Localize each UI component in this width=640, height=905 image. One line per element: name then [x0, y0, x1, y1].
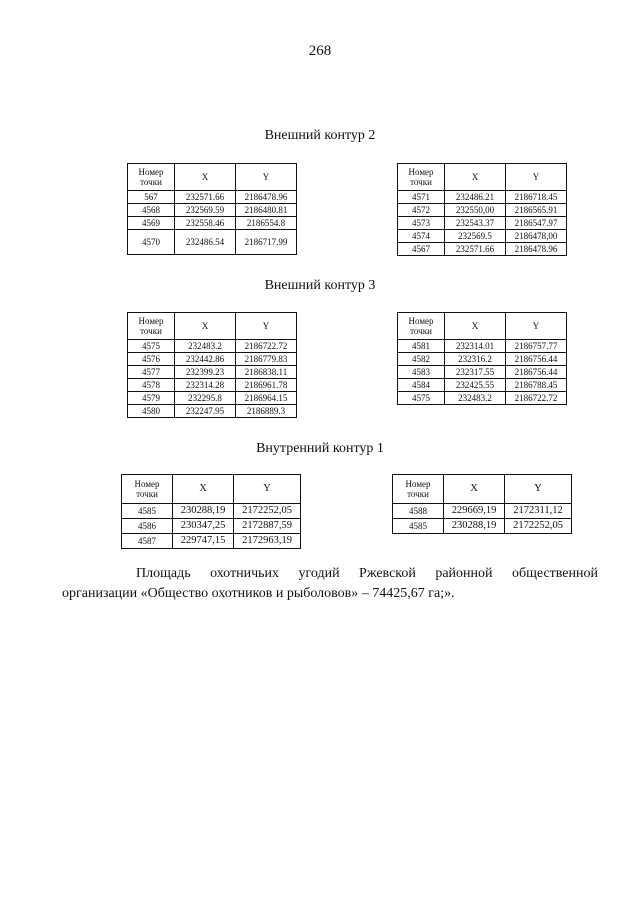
table-cell: 229669,19: [444, 504, 505, 519]
table-header-row: [128, 313, 297, 340]
table-cell: 232569.59: [175, 204, 236, 217]
column-header: X: [175, 164, 236, 191]
table-cell: 2186480.81: [236, 204, 297, 217]
column-header: Номер точки: [122, 475, 173, 504]
table-row: [128, 353, 297, 366]
page-number: 268: [308, 43, 332, 59]
table-cell: 232442.86: [175, 353, 236, 366]
table-cell: 2186718.45: [506, 191, 567, 204]
table-row: [128, 405, 297, 418]
table-cell: 4573: [398, 217, 445, 230]
table-cell: 230288,19: [173, 504, 234, 519]
coordinates-table: [127, 163, 297, 255]
table-row: [393, 519, 572, 534]
table-row: [128, 340, 297, 353]
table-cell: 4581: [398, 340, 445, 353]
column-header: X: [445, 313, 506, 340]
table-cell: 232550,00: [445, 204, 506, 217]
table-cell: 4569: [128, 217, 175, 230]
table-cell: 232483.2: [445, 392, 506, 405]
table-cell: 232486.54: [175, 230, 236, 255]
table-cell: 2172252,05: [234, 504, 301, 519]
table-row: [393, 504, 572, 519]
table-cell: 232571.66: [445, 243, 506, 256]
table-cell: 232399.23: [175, 366, 236, 379]
table-cell: 2186964.15: [236, 392, 297, 405]
table-cell: 2186722.72: [236, 340, 297, 353]
table-cell: 232317.55: [445, 366, 506, 379]
table-cell: 2186547.97: [506, 217, 567, 230]
column-header: Номер точки: [128, 164, 175, 191]
coordinates-table: [397, 163, 567, 256]
table-row: [398, 366, 567, 379]
table-cell: 2172887,59: [234, 519, 301, 534]
table-row: [398, 340, 567, 353]
table-cell: 4580: [128, 405, 175, 418]
table-cell: 232295.8: [175, 392, 236, 405]
table-cell: 230347,25: [173, 519, 234, 534]
table-cell: 4576: [128, 353, 175, 366]
table-row: [128, 379, 297, 392]
table-cell: 4578: [128, 379, 175, 392]
table-cell: 232483.2: [175, 340, 236, 353]
section-title: Внешний контур 3: [264, 278, 376, 293]
table-cell: 2186722.72: [506, 392, 567, 405]
column-header: Y: [236, 164, 297, 191]
table-cell: 232543.37: [445, 217, 506, 230]
table-cell: 232486.21: [445, 191, 506, 204]
table-cell: 2186961.78: [236, 379, 297, 392]
table-cell: 232571.66: [175, 191, 236, 204]
coordinates-table: [397, 312, 567, 405]
table-row: [128, 191, 297, 204]
table-row: [398, 217, 567, 230]
table-cell: 4572: [398, 204, 445, 217]
table-row: [128, 392, 297, 405]
coordinates-table: [121, 474, 301, 549]
table-cell: 4579: [128, 392, 175, 405]
table-cell: 2186717.99: [236, 230, 297, 255]
table-cell: 2186756.44: [506, 366, 567, 379]
table-cell: 4585: [393, 519, 444, 534]
table-header-row: [122, 475, 301, 504]
table-row: [398, 204, 567, 217]
section-title: Внешний контур 2: [264, 128, 376, 143]
table-row: [128, 217, 297, 230]
table-cell: 2186838.11: [236, 366, 297, 379]
table-cell: 2172963,19: [234, 534, 301, 549]
table-cell: 232569.5: [445, 230, 506, 243]
table-cell: 4586: [122, 519, 173, 534]
table-cell: 2186554.8: [236, 217, 297, 230]
table-cell: 2186478.96: [506, 243, 567, 256]
table-cell: 232314.28: [175, 379, 236, 392]
table-row: [398, 392, 567, 405]
table-cell: 2186478,00: [506, 230, 567, 243]
table-row: [128, 230, 297, 255]
table-cell: 4588: [393, 504, 444, 519]
column-header: X: [445, 164, 506, 191]
column-header: Y: [236, 313, 297, 340]
summary-line-1: Площадь охотничьих угодий Ржевской районной общественной: [136, 566, 598, 581]
table-cell: 4574: [398, 230, 445, 243]
column-header: Y: [506, 164, 567, 191]
section-title: Внутренний контур 1: [256, 441, 384, 456]
table-row: [398, 230, 567, 243]
table-cell: 4577: [128, 366, 175, 379]
table-cell: 4584: [398, 379, 445, 392]
table-row: [398, 191, 567, 204]
table-cell: 232316.2: [445, 353, 506, 366]
table-cell: 229747,15: [173, 534, 234, 549]
table-cell: 2186756.44: [506, 353, 567, 366]
column-header: X: [444, 475, 505, 504]
column-header: Y: [506, 313, 567, 340]
column-header: X: [173, 475, 234, 504]
table-cell: 4571: [398, 191, 445, 204]
table-cell: 2172311,12: [505, 504, 572, 519]
column-header: Номер точки: [398, 164, 445, 191]
table-cell: 2172252,05: [505, 519, 572, 534]
column-header: Номер точки: [128, 313, 175, 340]
table-row: [128, 366, 297, 379]
area-summary: [62, 564, 598, 604]
table-cell: 4587: [122, 534, 173, 549]
table-row: [398, 379, 567, 392]
coordinates-table: [392, 474, 572, 534]
column-header: Y: [505, 475, 572, 504]
table-cell: 4570: [128, 230, 175, 255]
table-header-row: [393, 475, 572, 504]
column-header: X: [175, 313, 236, 340]
table-row: [122, 519, 301, 534]
table-cell: 4575: [398, 392, 445, 405]
table-cell: 2186788.45: [506, 379, 567, 392]
table-cell: 232247.95: [175, 405, 236, 418]
table-cell: 4567: [398, 243, 445, 256]
table-cell: 2186478.96: [236, 191, 297, 204]
table-header-row: [398, 164, 567, 191]
column-header: Номер точки: [398, 313, 445, 340]
table-row: [122, 504, 301, 519]
table-row: [398, 353, 567, 366]
column-header: Номер точки: [393, 475, 444, 504]
table-cell: 2186889.3: [236, 405, 297, 418]
table-header-row: [128, 164, 297, 191]
table-cell: 4582: [398, 353, 445, 366]
summary-line-2: организации «Общество охотников и рыболовов» – 74425,67 га;».: [62, 586, 455, 601]
coordinates-table: [127, 312, 297, 418]
table-cell: 4585: [122, 504, 173, 519]
table-cell: 232314.01: [445, 340, 506, 353]
table-cell: 232425.55: [445, 379, 506, 392]
table-cell: 2186779.83: [236, 353, 297, 366]
table-cell: 230288,19: [444, 519, 505, 534]
table-cell: 2186565.91: [506, 204, 567, 217]
table-cell: 4583: [398, 366, 445, 379]
table-cell: 232558.46: [175, 217, 236, 230]
table-header-row: [398, 313, 567, 340]
table-cell: 2186757.77: [506, 340, 567, 353]
table-cell: 4575: [128, 340, 175, 353]
table-cell: 567: [128, 191, 175, 204]
table-row: [128, 204, 297, 217]
table-row: [122, 534, 301, 549]
table-row: [398, 243, 567, 256]
column-header: Y: [234, 475, 301, 504]
table-cell: 4568: [128, 204, 175, 217]
